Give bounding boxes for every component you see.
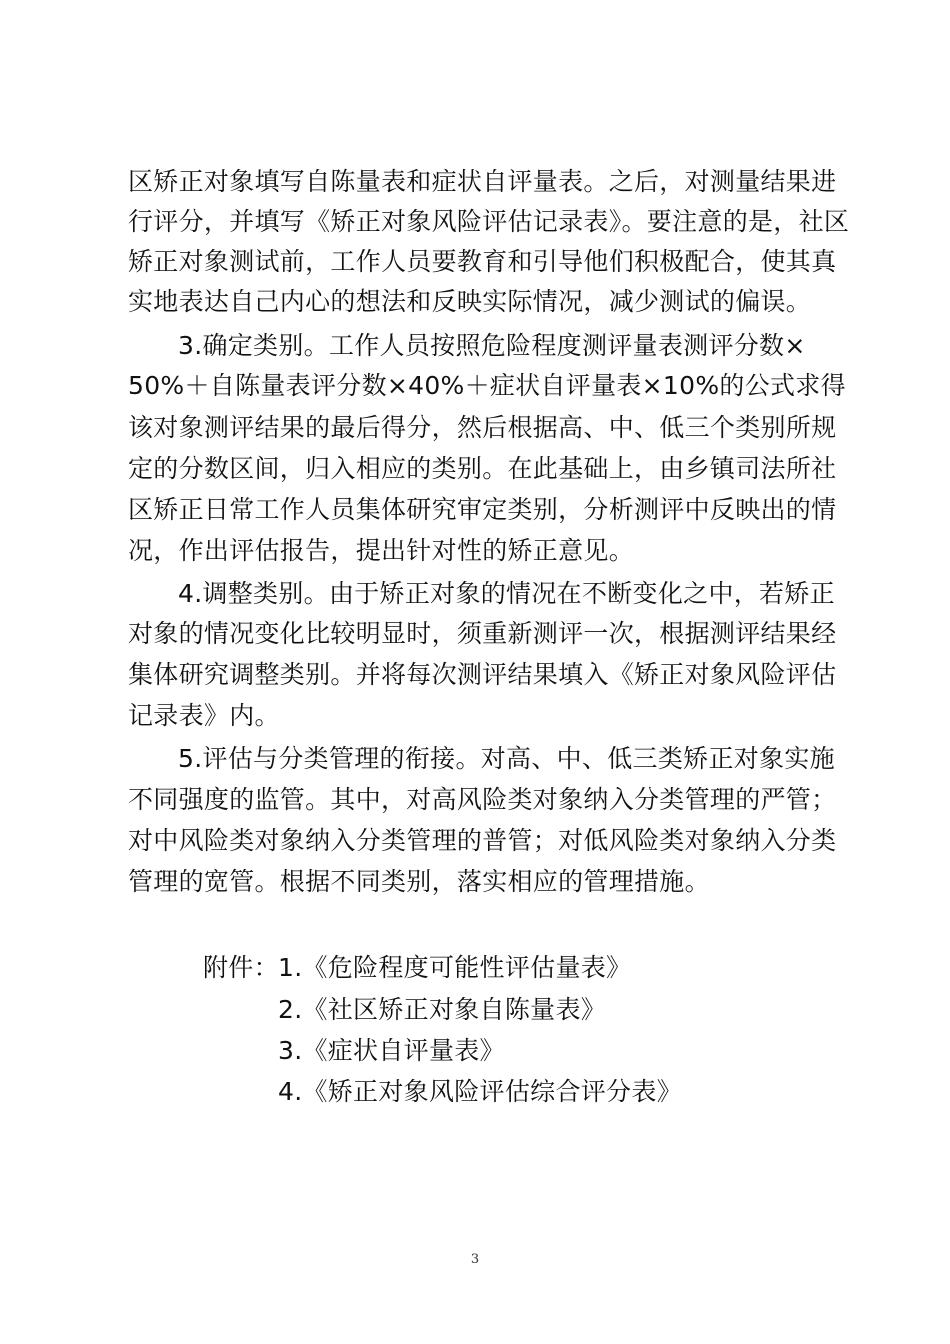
paragraph-4-line-3: 对中风险类对象纳入分类管理的普管；对低风险类对象纳入分类 xyxy=(128,826,837,855)
paragraph-1-line-2: 行评分，并填写《矫正对象风险评估记录表》。要注意的是，社区 xyxy=(128,207,850,236)
paragraph-3-line-4: 记录表》内。 xyxy=(128,701,280,730)
paragraph-1-line-1: 区矫正对象填写自陈量表和症状自评量表。之后，对测量结果进 xyxy=(128,167,837,196)
attachment-item-2: 2.《社区矫正对象自陈量表》 xyxy=(278,995,607,1024)
paragraph-2-line-1: 3.确定类别。工作人员按照危险程度测评量表测评分数× xyxy=(178,331,806,360)
attachment-item-4: 4.《矫正对象风险评估综合评分表》 xyxy=(278,1077,682,1106)
paragraph-2-line-2: 50%＋自陈量表评分数×40%＋症状自评量表×10%的公式求得 xyxy=(128,371,846,400)
paragraph-3-line-3: 集体研究调整类别。并将每次测评结果填入《矫正对象风险评估 xyxy=(128,660,837,689)
paragraph-4-line-1: 5.评估与分类管理的衔接。对高、中、低三类矫正对象实施 xyxy=(178,744,835,773)
paragraph-1-line-4: 实地表达自己内心的想法和反映实际情况，减少测试的偏误。 xyxy=(128,287,812,316)
paragraph-3-line-2: 对象的情况变化比较明显时，须重新测评一次，根据测评结果经 xyxy=(128,619,837,648)
attachment-item-1: 1.《危险程度可能性评估量表》 xyxy=(278,953,632,982)
paragraph-2-line-4: 定的分数区间，归入相应的类别。在此基础上，由乡镇司法所社 xyxy=(128,454,837,483)
paragraph-4-line-4: 管理的宽管。根据不同类别，落实相应的管理措施。 xyxy=(128,867,710,896)
page-number: 3 xyxy=(470,1252,480,1267)
attachment-item-3: 3.《症状自评量表》 xyxy=(278,1036,505,1065)
paragraph-4-line-2: 不同强度的监管。其中，对高风险类对象纳入分类管理的严管； xyxy=(128,785,837,814)
paragraph-3-line-1: 4.调整类别。由于矫正对象的情况在不断变化之中，若矫正 xyxy=(178,579,835,608)
paragraph-2-line-6: 况，作出评估报告，提出针对性的矫正意见。 xyxy=(128,536,635,565)
attachments-label: 附件： xyxy=(203,953,279,982)
paragraph-1-line-3: 矫正对象测试前，工作人员要教育和引导他们积极配合，使其真 xyxy=(128,247,837,276)
paragraph-2-line-3: 该对象测评结果的最后得分，然后根据高、中、低三个类别所规 xyxy=(128,413,837,442)
paragraph-2-line-5: 区矫正日常工作人员集体研究审定类别，分析测评中反映出的情 xyxy=(128,495,837,524)
